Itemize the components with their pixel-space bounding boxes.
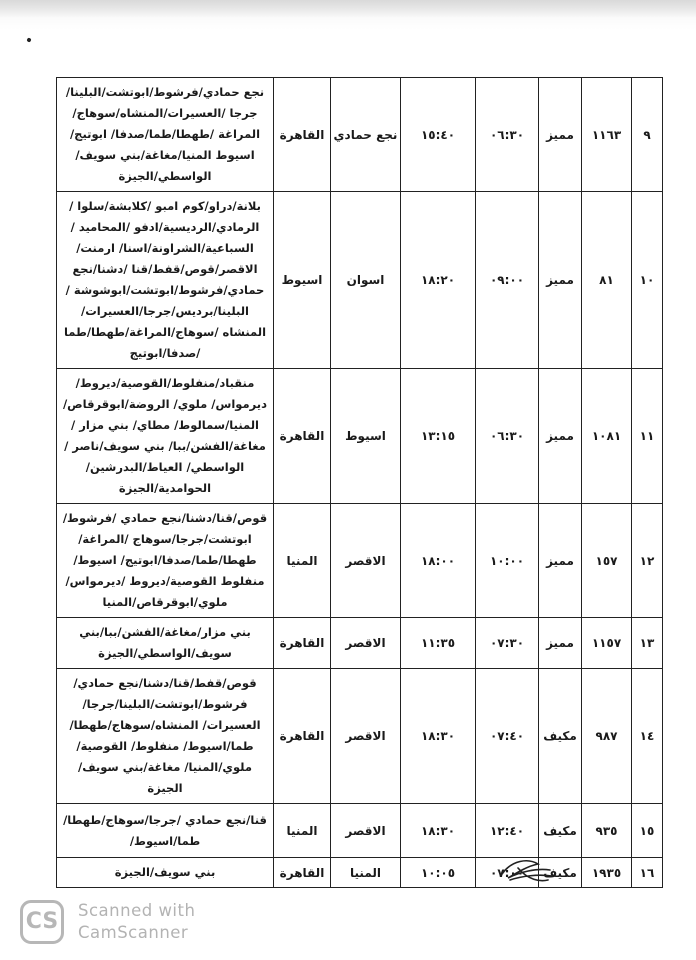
arrival-time-cell: ١٣:١٥: [401, 369, 476, 504]
row-number-cell: ١٢: [632, 504, 663, 618]
train-number-cell: ١٩٣٥: [582, 858, 632, 888]
row-number-cell: ١٣: [632, 618, 663, 669]
stops-route-cell: بلانة/دراو/كوم امبو /كلابشة/سلوا /الرمادي/الرديسية/ادفو /المحاميد /السباعية/الشراونة/اسنا/ ارمنت/الاقصر/قوص/قفط/قنا /دشنا/نجع حمادي/فرشوط/ابوتشت/ابوشوشة /البلينا/برديس/جرجا/العسيرات/المنشاه /سوهاج/المراغة/طهطا/طما /صدفا/ابوتيج: [57, 192, 274, 369]
table-row: [57, 192, 663, 369]
train-number-cell: ١٠٨١: [582, 369, 632, 504]
departure-time-cell: ١٢:٤٠: [476, 804, 539, 858]
stops-route-cell: قوص/قنا/دشنا/نجع حمادي /فرشوط/ابوتشت/جرجا/سوهاج /المراغة/طهطا/طما/صدفا/ابوتيج/ اسيوط/منفلوط القوصية/ديروط /ديرمواس/ملوي/ابوقرقاص/المنيا: [57, 504, 274, 618]
destination-station-cell: المنيا: [274, 804, 331, 858]
departure-time-cell: ٠٩:٠٠: [476, 192, 539, 369]
train-class-cell: مميز: [539, 78, 582, 192]
origin-station-cell: الاقصر: [331, 669, 401, 804]
signature-scribble: [498, 850, 558, 890]
arrival-time-cell: ١٨:٣٠: [401, 804, 476, 858]
scan-speck: [26, 37, 31, 42]
departure-time-cell: ١٠:٠٠: [476, 504, 539, 618]
arrival-time-cell: ١٥:٤٠: [401, 78, 476, 192]
origin-station-cell: اسيوط: [331, 369, 401, 504]
departure-time-cell: ٠٧:٤٠: [476, 669, 539, 804]
train-class-cell: مميز: [539, 369, 582, 504]
stops-route-cell: قنا/نجع حمادي /جرجا/سوهاج/طهطا/طما/اسيوط/: [57, 804, 274, 858]
stops-route-cell: قوص/قفط/قنا/دشنا/نجع حمادي/ فرشوط/ابوتشت/البلينا/جرجا/العسيرات/ المنشاه/سوهاج/طهطا/طما/اسيوط/ منفلوط/ القوصية/ملوي/المنيا/ مغاغة/بني سويف/الجيزة: [57, 669, 274, 804]
arrival-time-cell: ١١:٣٥: [401, 618, 476, 669]
arrival-time-cell: ١٠:٠٥: [401, 858, 476, 888]
train-class-cell: مميز: [539, 504, 582, 618]
train-class-cell: مميز: [539, 192, 582, 369]
origin-station-cell: الاقصر: [331, 618, 401, 669]
table-row: [57, 858, 663, 888]
destination-station-cell: القاهرة: [274, 618, 331, 669]
train-number-cell: ٨١: [582, 192, 632, 369]
stops-route-cell: منقباد/منفلوط/القوصية/ديروط/ديرمواس/ ملوي/ الروضة/ابوقرقاص/المنيا/سمالوط/ مطاي/ بني مزار /مغاغة/الفشن/ببا/ بني سويف/ناصر /الواسطي/ العياط/البدرشين/الحوامدية/الجيزة: [57, 369, 274, 504]
destination-station-cell: القاهرة: [274, 858, 331, 888]
origin-station-cell: الاقصر: [331, 804, 401, 858]
destination-station-cell: المنيا: [274, 504, 331, 618]
train-number-cell: ١١٥٧: [582, 618, 632, 669]
train-number-cell: ١١٦٣: [582, 78, 632, 192]
train-class-cell: مميز: [539, 618, 582, 669]
row-number-cell: ١٠: [632, 192, 663, 369]
watermark-line1: Scanned with: [78, 901, 196, 920]
origin-station-cell: المنيا: [331, 858, 401, 888]
origin-station-cell: اسوان: [331, 192, 401, 369]
schedule-rows: [57, 78, 663, 888]
train-number-cell: ٩٨٧: [582, 669, 632, 804]
watermark-text: [78, 900, 195, 944]
stops-route-cell: نجع حمادي/فرشوط/ابوتشت/البلينا/جرجا /العسيرات/المنشاه/سوهاج/المراغة /طهطا/طما/صدفا/ ابوتيج/اسيوط المنيا/مغاغة/بني سويف/الواسطي/الجيزة: [57, 78, 274, 192]
departure-time-cell: ٠٦:٣٠: [476, 369, 539, 504]
arrival-time-cell: ١٨:٢٠: [401, 192, 476, 369]
train-class-cell: مكيف: [539, 858, 582, 888]
arrival-time-cell: ١٨:٠٠: [401, 504, 476, 618]
table-row: [57, 504, 663, 618]
camscanner-watermark: [20, 898, 250, 950]
row-number-cell: ١١: [632, 369, 663, 504]
arrival-time-cell: ١٨:٣٠: [401, 669, 476, 804]
departure-time-cell: ٠٦:٣٠: [476, 78, 539, 192]
train-number-cell: ١٥٧: [582, 504, 632, 618]
train-class-cell: مكيف: [539, 669, 582, 804]
destination-station-cell: اسيوط: [274, 192, 331, 369]
origin-station-cell: نجع حمادي: [331, 78, 401, 192]
destination-station-cell: القاهرة: [274, 669, 331, 804]
table-row: [57, 78, 663, 192]
departure-time-cell: ٠٧:٠٠: [476, 858, 539, 888]
watermark-line2: CamScanner: [78, 923, 189, 942]
departure-time-cell: ٠٧:٣٠: [476, 618, 539, 669]
destination-station-cell: القاهرة: [274, 369, 331, 504]
camscanner-logo: CS: [20, 900, 64, 944]
destination-station-cell: القاهرة: [274, 78, 331, 192]
table-row: [57, 669, 663, 804]
table-row: [57, 618, 663, 669]
table-row: [57, 804, 663, 858]
stops-route-cell: بني سويف/الجيزة: [57, 858, 274, 888]
train-schedule-table: [56, 77, 663, 888]
table-row: [57, 369, 663, 504]
origin-station-cell: الاقصر: [331, 504, 401, 618]
scan-edge-shadow: [0, 0, 696, 18]
row-number-cell: ١٦: [632, 858, 663, 888]
stops-route-cell: بني مزار/مغاغة/الفشن/ببا/بني سويف/الواسطي/الجيزة: [57, 618, 274, 669]
train-class-cell: مكيف: [539, 804, 582, 858]
train-number-cell: ٩٣٥: [582, 804, 632, 858]
row-number-cell: ٩: [632, 78, 663, 192]
row-number-cell: ١٥: [632, 804, 663, 858]
row-number-cell: ١٤: [632, 669, 663, 804]
